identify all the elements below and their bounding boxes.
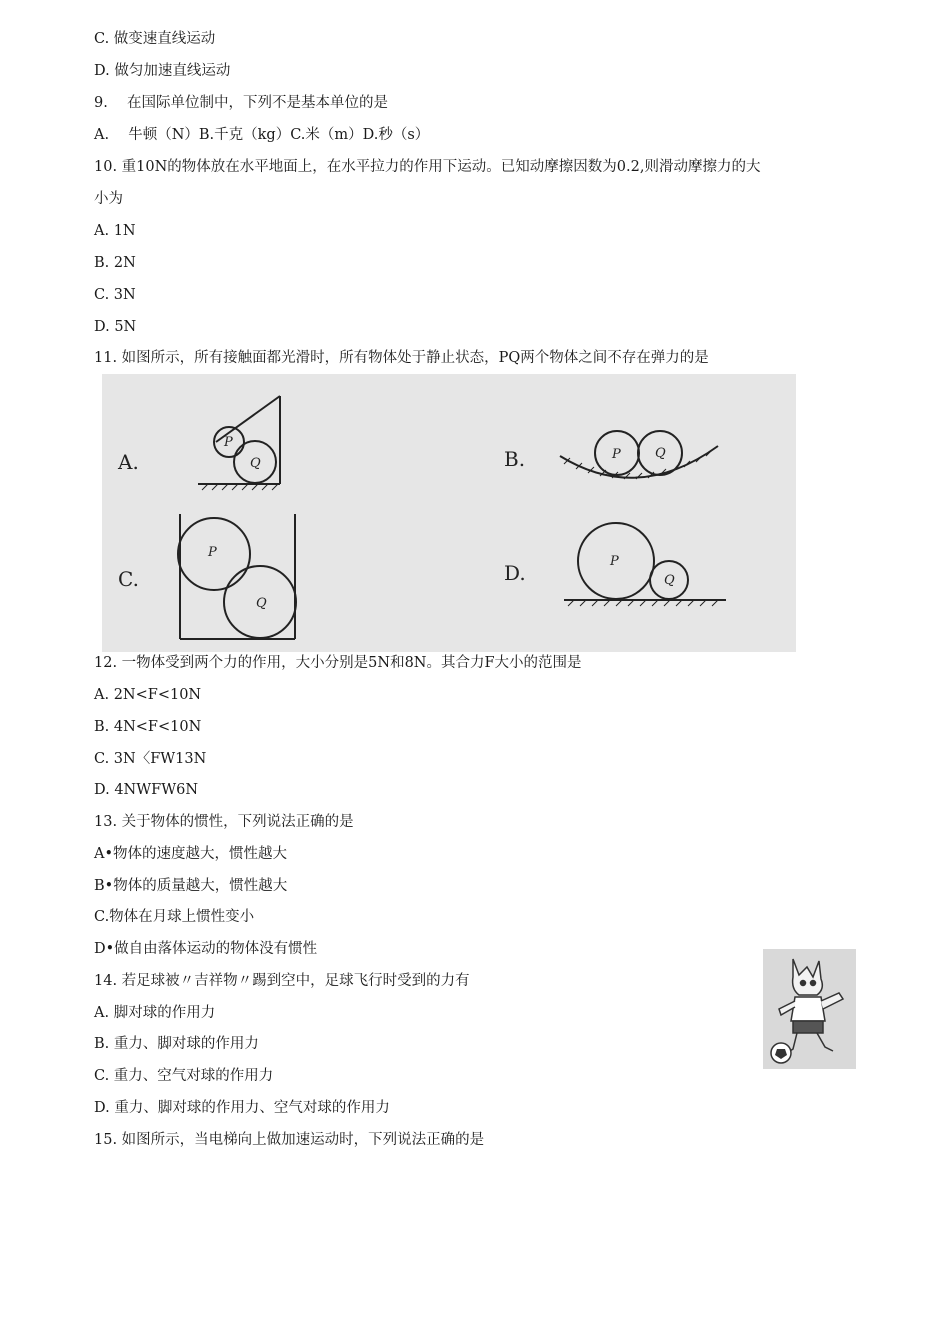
option-c: C. 3N〈FW13N [94, 751, 207, 767]
question-15: 15. 如图所示，当电梯向上做加速运动时，下列说法正确的是 [94, 1132, 485, 1148]
question-11-figure [102, 374, 796, 652]
option-d: D. 5N [94, 319, 137, 335]
option-a: A•物体的速度越大，惯性越大 [94, 846, 288, 862]
question-13: 13. 关于物体的惯性，下列说法正确的是 [94, 814, 354, 830]
option-a: A. 2N<F<10N [94, 687, 202, 703]
option-a: A. 脚对球的作用力 [94, 1005, 216, 1021]
question-10: 10. 重10N的物体放在水平地面上，在水平拉力的作用下运动。已知动摩擦因数为0.2,则滑动摩擦力的大 [94, 159, 761, 175]
question-10-cont: 小为 [94, 191, 123, 207]
option-c: C.物体在月球上惯性变小 [94, 909, 255, 925]
option-d: D. 4NWFW6N [94, 782, 199, 798]
option-c: C. 3N [94, 287, 136, 303]
option-a: A. 1N [94, 223, 136, 239]
figure-p-label: P [610, 554, 619, 569]
option-b: B. 2N [94, 255, 136, 271]
figure-label-d: D. [504, 561, 526, 585]
option-d: D. 重力、脚对球的作用力、空气对球的作用力 [94, 1100, 390, 1116]
mascot-image [763, 949, 856, 1069]
figure-p-label: P [612, 447, 621, 462]
question-9-options: A. 牛顿（N）B.千克（kg）C.米（m）D.秒（s） [94, 127, 430, 143]
question-11: 11. 如图所示，所有接触面都光滑时，所有物体处于静止状态，PQ两个物体之间不存在弹力的是 [94, 350, 709, 366]
option-b: B. 重力、脚对球的作用力 [94, 1036, 259, 1052]
question-9: 9. 在国际单位制中，下列不是基本单位的是 [94, 95, 388, 111]
figure-label-a: A. [118, 450, 139, 474]
figure-label-c: C. [118, 567, 139, 591]
figure-p-label: P [208, 545, 217, 560]
text-line: C. 做变速直线运动 [94, 31, 216, 47]
figure-label-b: B. [504, 447, 526, 471]
option-d: D•做自由落体运动的物体没有惯性 [94, 941, 318, 957]
question-14: 14. 若足球被〃吉祥物〃踢到空中，足球飞行时受到的力有 [94, 973, 470, 989]
figure-q-label: Q [664, 573, 675, 588]
option-b: B. 4N<F<10N [94, 719, 202, 735]
text-line: D. 做匀加速直线运动 [94, 63, 231, 79]
option-c: C. 重力、空气对球的作用力 [94, 1068, 274, 1084]
question-12: 12. 一物体受到两个力的作用，大小分别是5N和8N。其合力F大小的范围是 [94, 655, 582, 671]
figure-q-label: Q [256, 596, 267, 611]
figure-q-label: Q [250, 456, 261, 471]
figure-q-label: Q [655, 446, 666, 461]
option-b: B•物体的质量越大，惯性越大 [94, 878, 288, 894]
figure-p-label: P [224, 435, 233, 450]
